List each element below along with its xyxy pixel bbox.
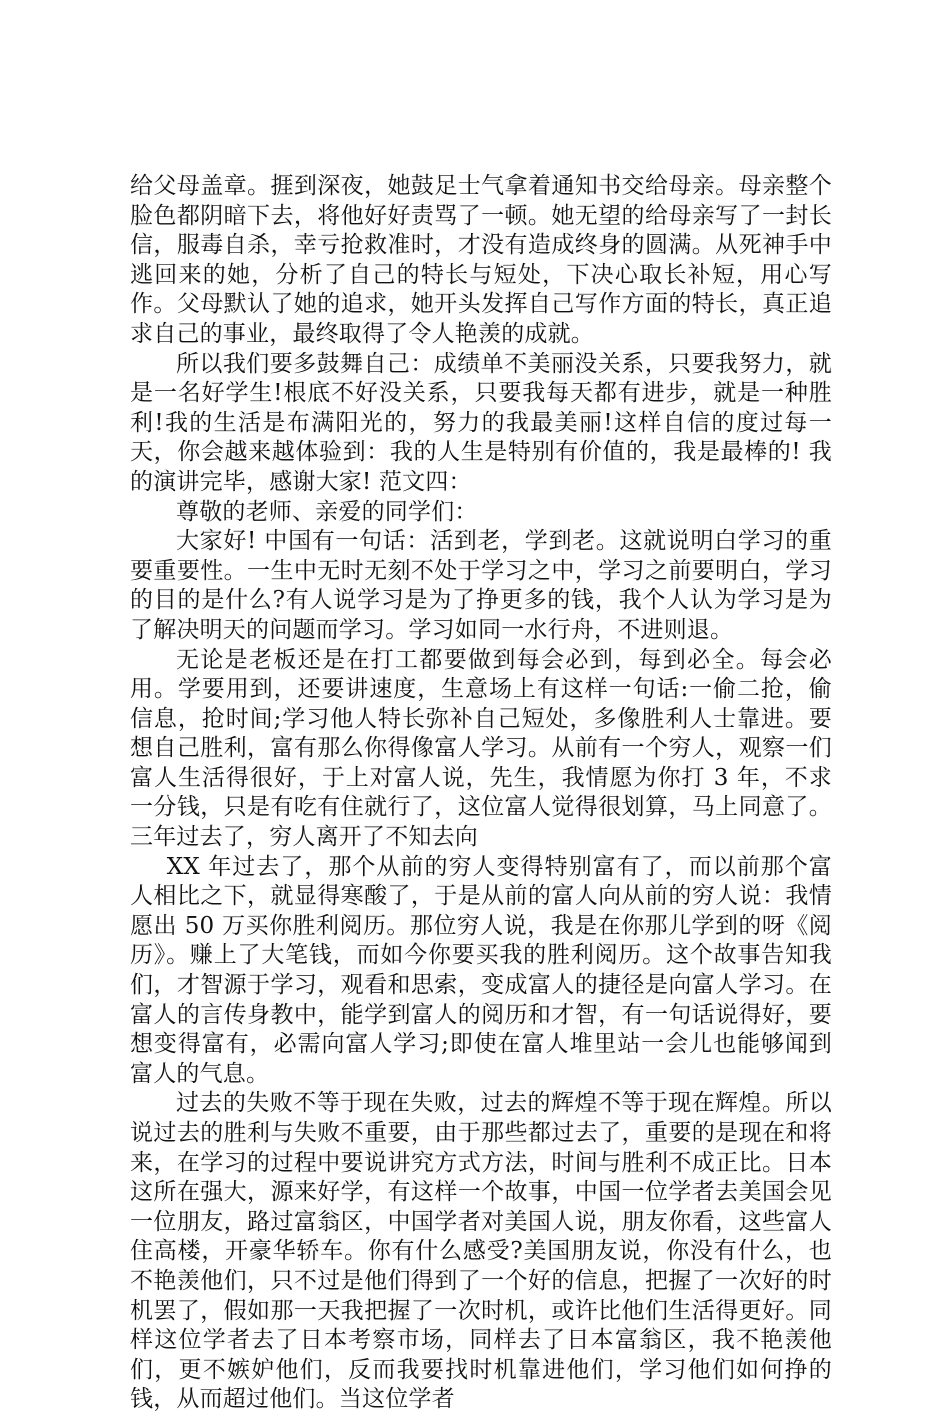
paragraph-5: 无论是老板还是在打工都要做到每会必到，每到必全。每会必用。学要用到，还要讲速度，生意场上有这样一句话:一偷二抢，偷信息，抢时间;学习他人特长弥补自己短处，多像胜利人士靠进。要想自己胜利，富有那么你得像富人学习。从前有一个穷人，观察一们富人生活得很好，于上对富人说，先生，我情愿为你打 3 年，不求一分钱，只是有吃有住就行了，这位富人觉得很划算，马上同意了。三年过去了，穷人离开了不知去向 <box>130 646 832 851</box>
paragraph-1: 给父母盖章。捱到深夜，她鼓足士气拿着通知书交给母亲。母亲整个脸色都阴暗下去，将他好好责骂了一顿。她无望的给母亲写了一封长信，服毒自杀，幸亏抢救准时，才没有造成终身的圆满。从死神手中逃回来的她，分析了自己的特长与短处，下决心取长补短，用心写作。父母默认了她的追求，她开头发挥自己写作方面的特长，真正追求自己的事业，最终取得了令人艳羡的成就。 <box>130 173 832 347</box>
paragraph-4: 大家好! 中国有一句话：活到老，学到老。这就说明白学习的重要重要性。一生中无时无刻不处于学习之中，学习之前要明白，学习的目的是什么?有人说学习是为了挣更多的钱，我个人认为学习是为了解决明天的问题而学习。学习如同一水行舟，不进则退。 <box>130 528 832 643</box>
paragraph-6: XX 年过去了，那个从前的穷人变得特别富有了，而以前那个富人相比之下，就显得寒酸了，于是从前的富人向从前的穷人说：我情愿出 50 万买你胜利阅历。那位穷人说，我是在你那儿学到的呀《阅历》。赚上了大笔钱，而如今你要买我的胜利阅历。这个故事告知我们，才智源于学习，观看和思索，变成富人的捷径是向富人学习。在富人的言传身教中，能学到富人的阅历和才智，有一句话说得好，要想变得富有，必需向富人学习;即使在富人堆里站一会儿也能够闻到富人的气息。 <box>130 853 832 1087</box>
paragraph-3-salutation: 尊敬的老师、亲爱的同学们： <box>176 498 478 525</box>
paragraph-7: 过去的失败不等于现在失败，过去的辉煌不等于现在辉煌。所以说过去的胜利与失败不重要，由于那些都过去了，重要的是现在和将来，在学习的过程中要说讲究方式方法，时间与胜利不成正比。日本这所在强大，源来好学，有这样一个故事，中国一位学者去美国会见一位朋友，路过富翁区，中国学者对美国人说，朋友你看，这些富人住高楼，开豪华轿车。你有什么感受?美国朋友说，你没有什么，也不艳羡他们，只不过是他们得到了一个好的信息，把握了一次好的时机罢了，假如那一天我把握了一次时机，或许比他们生活得更好。同样这位学者去了日本考察市场，同样去了日本富翁区，我不艳羡他们，更不嫉妒他们，反而我要找时机靠进他们，学习他们如何挣的钱，从而超过他们。当这位学者 <box>130 1090 832 1413</box>
paragraph-2: 所以我们要多鼓舞自己：成绩单不美丽没关系，只要我努力，就是一名好学生!根底不好没关系，只要我每天都有进步，就是一种胜利!我的生活是布满阳光的，努力的我最美丽!这样自信的度过每一天，你会越来越体验到：我的人生是特别有价值的，我是最棒的! 我的演讲完毕，感谢大家! 范文四： <box>130 350 832 495</box>
document-body <box>130 172 832 1415</box>
